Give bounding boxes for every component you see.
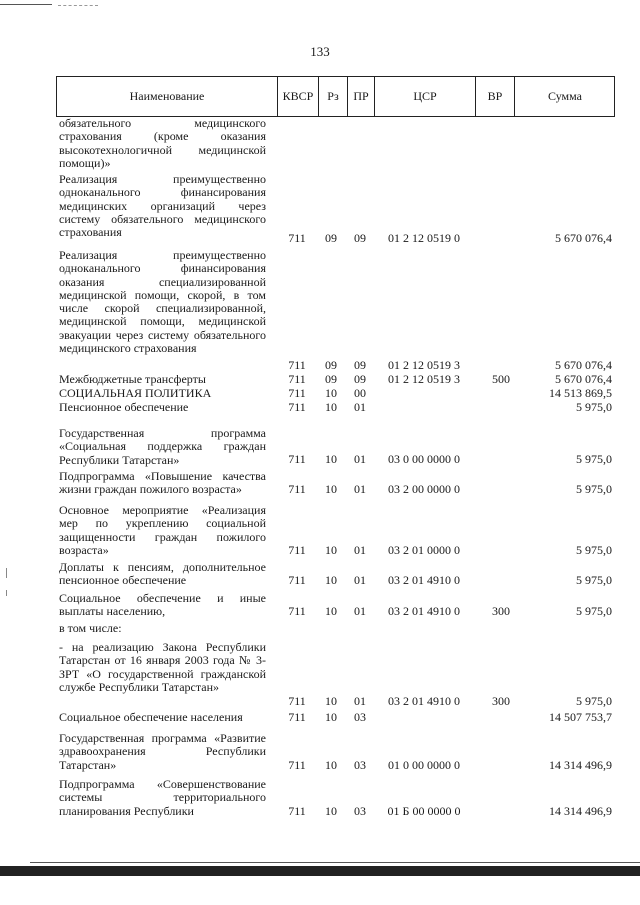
row-vr: 300: [492, 693, 510, 708]
row-csr: 01 2 12 0519 3: [388, 357, 460, 372]
header-name: Наименование: [129, 89, 205, 103]
row-csr: 03 0 00 0000 0: [388, 451, 460, 466]
row-rz: 09: [325, 371, 337, 386]
row-sum: 5 975,0: [576, 542, 612, 557]
row-rz: 10: [325, 757, 337, 772]
row-pr: 09: [354, 230, 366, 245]
row-sum: 5 975,0: [576, 451, 612, 466]
table-row: [56, 386, 615, 400]
row-csr: 01 0 00 0000 0: [388, 757, 460, 772]
row-sum: 5 975,0: [576, 572, 612, 587]
row-rz: 10: [325, 709, 337, 724]
row-kvsr: 711: [288, 603, 306, 618]
row-pr: 03: [354, 803, 366, 818]
header-csr: ЦСР: [413, 89, 437, 103]
budget-table: [56, 76, 615, 818]
row-name: Основное мероприятие «Реализация мер по укреплению социальной защищенности граждан пожилого возраста»: [59, 503, 266, 557]
row-name: Подпрограмма «Повышение качества жизни граждан пожилого возраста»: [59, 469, 266, 497]
row-pr: 03: [354, 757, 366, 772]
row-csr: 03 2 00 0000 0: [388, 481, 460, 496]
row-rz: 10: [325, 572, 337, 587]
row-sum: 5 670 076,4: [555, 371, 612, 386]
row-vr: 500: [492, 371, 510, 386]
table-body: [56, 117, 615, 818]
row-rz: 10: [325, 803, 337, 818]
row-name: Межбюджетные трансферты: [59, 372, 206, 386]
table-row: [56, 587, 615, 618]
row-sum: 5 975,0: [576, 693, 612, 708]
row-pr: 01: [354, 603, 366, 618]
row-kvsr: 711: [288, 230, 306, 245]
table-row: [56, 117, 615, 171]
row-kvsr: 711: [288, 693, 306, 708]
table-row: [56, 496, 615, 557]
scan-bottom-bar: [0, 866, 640, 876]
row-sum: 5 670 076,4: [555, 357, 612, 372]
row-pr: 09: [354, 357, 366, 372]
row-pr: 01: [354, 693, 366, 708]
row-rz: 09: [325, 230, 337, 245]
table-row: [56, 618, 615, 638]
header-pr: ПР: [353, 89, 369, 103]
row-rz: 10: [325, 385, 337, 400]
row-name: СОЦИАЛЬНАЯ ПОЛИТИКА: [59, 386, 212, 400]
row-name: обязательного медицинского страхования (кроме оказания высокотехнологичной медицинской помощи)»: [59, 116, 266, 170]
row-sum: 5 975,0: [576, 399, 612, 414]
table-row: [56, 557, 615, 587]
scan-edge-line: [0, 4, 52, 5]
row-sum: 14 513 869,5: [549, 385, 612, 400]
row-pr: 00: [354, 385, 366, 400]
row-rz: 10: [325, 399, 337, 414]
row-sum: 14 314 496,9: [549, 757, 612, 772]
row-pr: 01: [354, 572, 366, 587]
row-pr: 03: [354, 709, 366, 724]
page-number: 133: [310, 44, 330, 59]
header-kvsr: КВСР: [282, 89, 314, 103]
row-csr: 03 2 01 4910 0: [388, 603, 460, 618]
table-row: [56, 724, 615, 772]
table-row: [56, 171, 615, 245]
row-name: Государственная программа «Социальная поддержка граждан Республики Татарстан»: [59, 426, 266, 467]
row-pr: 01: [354, 542, 366, 557]
row-sum: 14 507 753,7: [549, 709, 612, 724]
row-sum: 14 314 496,9: [549, 803, 612, 818]
row-csr: 03 2 01 4910 0: [388, 693, 460, 708]
table-row: [56, 772, 615, 818]
row-csr: 03 2 01 4910 0: [388, 572, 460, 587]
row-csr: 03 2 01 0000 0: [388, 542, 460, 557]
row-kvsr: 711: [288, 757, 306, 772]
row-vr: 300: [492, 603, 510, 618]
row-name: Государственная программа «Развитие здравоохранения Республики Татарстан»: [59, 731, 266, 772]
table-row: [56, 245, 615, 372]
row-name: Пенсионное обеспечение: [59, 400, 189, 414]
row-name: Подпрограмма «Совершенствование системы территориального планирования Республики: [59, 777, 266, 818]
row-name: Реализация преимущественно одноканального финансирования оказания специализированной медицинской помощи, скорой, в том числе скорой специализированной, медицинской помощи, медицинской эвакуации через систему обязательного медицинского страхования: [59, 248, 266, 356]
row-csr: 01 Б 00 0000 0: [387, 803, 461, 818]
row-kvsr: 711: [288, 451, 306, 466]
row-kvsr: 711: [288, 542, 306, 557]
scan-edge-dash: [58, 5, 98, 6]
row-rz: 10: [325, 542, 337, 557]
table-header: [56, 76, 615, 117]
row-kvsr: 711: [288, 399, 306, 414]
row-sum: 5 670 076,4: [555, 230, 612, 245]
row-rz: 09: [325, 357, 337, 372]
row-pr: 01: [354, 399, 366, 414]
table-row: [56, 414, 615, 466]
row-name: в том числе:: [59, 621, 122, 635]
row-name: Доплаты к пенсиям, дополнительное пенсионное обеспечение: [59, 560, 266, 588]
row-name: Реализация преимущественно одноканального финансирования медицинских организаций через систему обязательного медицинского страхования: [59, 172, 266, 240]
row-kvsr: 711: [288, 371, 306, 386]
row-rz: 10: [325, 481, 337, 496]
row-kvsr: 711: [288, 709, 306, 724]
header-vr: ВР: [487, 89, 503, 103]
row-kvsr: 711: [288, 357, 306, 372]
row-sum: 5 975,0: [576, 481, 612, 496]
row-pr: 01: [354, 481, 366, 496]
row-csr: 01 2 12 0519 3: [388, 371, 460, 386]
row-pr: 09: [354, 371, 366, 386]
row-kvsr: 711: [288, 481, 306, 496]
header-rz: Рз: [327, 89, 339, 103]
row-kvsr: 711: [288, 572, 306, 587]
row-rz: 10: [325, 603, 337, 618]
row-pr: 01: [354, 451, 366, 466]
row-csr: 01 2 12 0519 0: [388, 230, 460, 245]
scan-margin-mark: [6, 590, 7, 596]
scan-bottom-line: [30, 862, 640, 863]
table-row: [56, 400, 615, 414]
table-row: [56, 372, 615, 386]
row-name: - на реализацию Закона Республики Татарстан от 16 января 2003 года № 3-ЗРТ «О государственной гражданской службе Республики Татарстан»: [59, 640, 266, 694]
table-row: [56, 638, 615, 708]
row-rz: 10: [325, 451, 337, 466]
row-rz: 10: [325, 693, 337, 708]
row-name: Социальное обеспечение населения: [59, 710, 243, 724]
table-row: [56, 466, 615, 496]
row-kvsr: 711: [288, 385, 306, 400]
table-row: [56, 708, 615, 724]
scan-margin-mark: [6, 568, 7, 578]
header-sum: Сумма: [548, 89, 582, 103]
row-kvsr: 711: [288, 803, 306, 818]
row-name: Социальное обеспечение и иные выплаты населению,: [59, 591, 266, 619]
row-sum: 5 975,0: [576, 603, 612, 618]
